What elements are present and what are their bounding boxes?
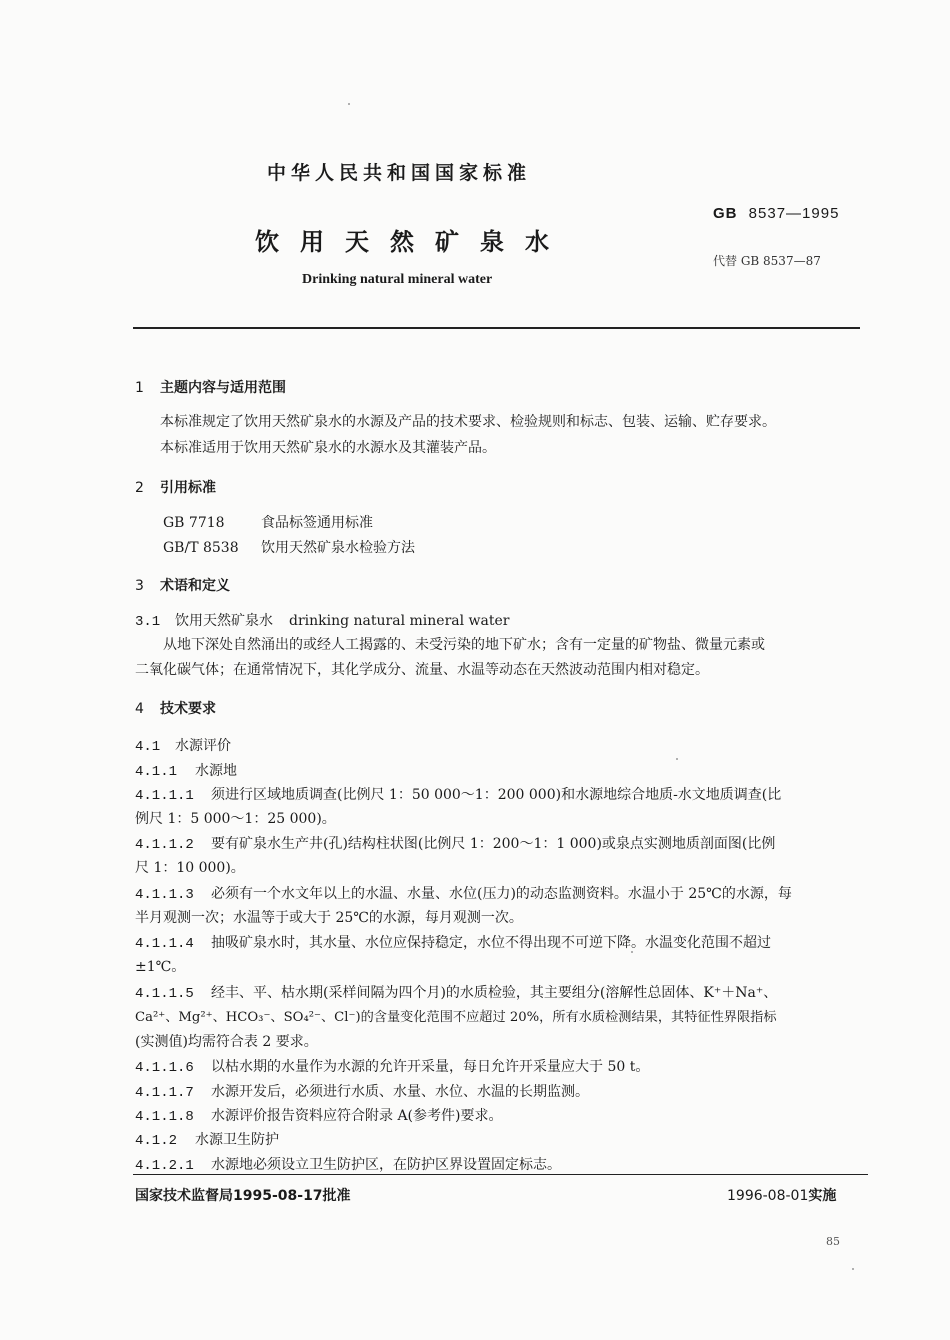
section-1-paragraph-1: 本标准规定了饮用天然矿泉水的水源及产品的技术要求、检验规则和标志、包装、运输、贮存要求。 — [160, 414, 776, 430]
clause-4-1-1-8-number: 4.1.1.8 — [135, 1109, 194, 1125]
clause-4-1 — [135, 735, 231, 755]
clause-4-1-1-5-line-3: (实测值)均需符合表 2 要求。 — [135, 1034, 318, 1050]
scan-speck — [852, 1268, 854, 1270]
approval-line: 国家技术监督局1995-08-17批准 — [135, 1188, 351, 1204]
section-4-heading — [135, 698, 216, 718]
header-divider — [133, 327, 860, 329]
clause-4-1-1-7-text: 水源开发后，必须进行水质、水量、水位、水温的长期监测。 — [211, 1084, 589, 1100]
section-2-number: 2 — [135, 480, 144, 496]
clause-4-1-1-2-line-2: 尺 1：10 000)。 — [135, 860, 245, 876]
clause-3-1-number: 3.1 — [135, 614, 161, 630]
document-title-en: Drinking natural mineral water — [302, 272, 493, 287]
clause-4-1-1-3 — [135, 883, 792, 903]
clause-4-1-1-1 — [135, 784, 781, 804]
clause-4-1-1-5-number: 4.1.1.5 — [135, 986, 194, 1002]
section-3-title: 术语和定义 — [160, 578, 230, 594]
section-1-paragraph-2: 本标准适用于饮用天然矿泉水的水源水及其灌装产品。 — [160, 440, 496, 456]
reference-2-code: GB/T 8538 — [163, 540, 239, 556]
clause-4-1-1-number: 4.1.1 — [135, 764, 178, 780]
footer-divider — [133, 1174, 868, 1175]
clause-4-1-1-7 — [135, 1081, 589, 1101]
clause-4-1-2 — [135, 1129, 279, 1149]
reference-2-name: 饮用天然矿泉水检验方法 — [261, 540, 415, 556]
replaces-standard: 代替 GB 8537—87 — [713, 254, 821, 268]
clause-4-1-1-1-line-2: 例尺 1：5 000～1：25 000)。 — [135, 811, 336, 827]
clause-4-1-1-5 — [135, 982, 777, 1002]
clause-4-1-1-4 — [135, 932, 771, 952]
clause-4-1-1-4-number: 4.1.1.4 — [135, 936, 194, 952]
scan-speck — [631, 951, 633, 953]
clause-4-1-1-2-number: 4.1.1.2 — [135, 837, 194, 853]
clause-3-1-definition-line-1: 从地下深处自然涌出的或经人工揭露的、未受污染的地下矿水；含有一定量的矿物盐、微量元素或 — [163, 637, 765, 653]
clause-4-1-2-1-number: 4.1.2.1 — [135, 1158, 194, 1174]
standard-code-number: 8537—1995 — [748, 205, 840, 222]
section-3-number: 3 — [135, 578, 144, 594]
clause-4-1-1-3-number: 4.1.1.3 — [135, 887, 194, 903]
clause-4-1-2-1-text: 水源地必须设立卫生防护区，在防护区界设置固定标志。 — [211, 1157, 561, 1173]
section-2-heading — [135, 477, 216, 497]
clause-4-1-1-7-number: 4.1.1.7 — [135, 1085, 194, 1101]
scan-speck — [348, 103, 350, 105]
effective-date: 1996-08-01 — [727, 1188, 809, 1204]
reference-1 — [163, 512, 373, 532]
clause-4-1-1 — [135, 760, 237, 780]
clause-4-1-1-1-number: 4.1.1.1 — [135, 788, 194, 804]
standard-code — [713, 205, 839, 222]
reference-1-code: GB 7718 — [163, 515, 225, 531]
clause-3-1 — [135, 610, 509, 630]
section-4-title: 技术要求 — [160, 701, 216, 717]
clause-4-1-1-6-number: 4.1.1.6 — [135, 1060, 194, 1076]
clause-3-1-definition-line-2: 二氧化碳气体；在通常情况下，其化学成分、流量、水温等动态在天然波动范围内相对稳定。 — [135, 662, 709, 678]
clause-4-1-1-2-line-1: 要有矿泉水生产井(孔)结构柱状图(比例尺 1：200～1：1 000)或泉点实测地质剖面图(比例 — [211, 836, 776, 852]
clause-4-1-1-text: 水源地 — [195, 763, 237, 779]
reference-1-name: 食品标签通用标准 — [261, 515, 373, 531]
effective-line — [727, 1185, 836, 1205]
national-standard-heading: 中华人民共和国国家标准 — [267, 162, 532, 184]
clause-3-1-term-en: drinking natural mineral water — [289, 613, 510, 629]
effective-label: 实施 — [808, 1188, 837, 1204]
section-2-title: 引用标准 — [160, 480, 216, 496]
document-title-cn: 饮用天然矿泉水 — [255, 228, 570, 256]
clause-4-1-1-3-line-1: 必须有一个水文年以上的水温、水量、水位(压力)的动态监测资料。水温小于 25℃的水源，每 — [211, 886, 792, 902]
clause-4-1-text: 水源评价 — [175, 738, 231, 754]
clause-4-1-1-6 — [135, 1056, 649, 1076]
page-number: 85 — [826, 1235, 840, 1248]
section-1-heading — [135, 377, 286, 397]
clause-4-1-1-2 — [135, 833, 775, 853]
section-1-number: 1 — [135, 380, 144, 396]
clause-4-1-2-number: 4.1.2 — [135, 1133, 178, 1149]
clause-4-1-1-5-line-2: Ca²⁺、Mg²⁺、HCO₃⁻、SO₄²⁻、Cl⁻)的含量变化范围不应超过 20%，所有水质检测结果，其特征性界限指标 — [135, 1010, 777, 1025]
clause-4-1-1-8-text: 水源评价报告资料应符合附录 A(参考件)要求。 — [211, 1108, 503, 1124]
section-3-heading — [135, 575, 230, 595]
clause-4-1-1-4-line-1: 抽吸矿泉水时，其水量、水位应保持稳定，水位不得出现不可逆下降。水温变化范围不超过 — [211, 935, 771, 951]
clause-4-1-2-1 — [135, 1154, 561, 1174]
clause-4-1-1-6-text: 以枯水期的水量作为水源的允许开采量，每日允许开采量应大于 50 t。 — [211, 1059, 650, 1075]
reference-2 — [163, 537, 415, 557]
clause-4-1-1-8 — [135, 1105, 502, 1125]
standard-code-prefix: GB — [713, 205, 738, 222]
clause-4-1-1-5-line-1: 经丰、平、枯水期(采样间隔为四个月)的水质检验，其主要组分(溶解性总固体、K⁺＋Na⁺、 — [211, 985, 778, 1001]
clause-3-1-term: 饮用天然矿泉水 — [175, 613, 273, 629]
clause-4-1-number: 4.1 — [135, 739, 161, 755]
section-4-number: 4 — [135, 701, 144, 717]
section-1-title: 主题内容与适用范围 — [160, 380, 286, 396]
scan-speck — [676, 758, 678, 760]
clause-4-1-2-text: 水源卫生防护 — [195, 1132, 279, 1148]
clause-4-1-1-4-line-2: ±1℃。 — [135, 959, 186, 975]
clause-4-1-1-1-line-1: 须进行区域地质调查(比例尺 1：50 000～1：200 000)和水源地综合地质-水文地质调查(比 — [211, 787, 782, 803]
clause-4-1-1-3-line-2: 半月观测一次；水温等于或大于 25℃的水源，每月观测一次。 — [135, 910, 523, 926]
